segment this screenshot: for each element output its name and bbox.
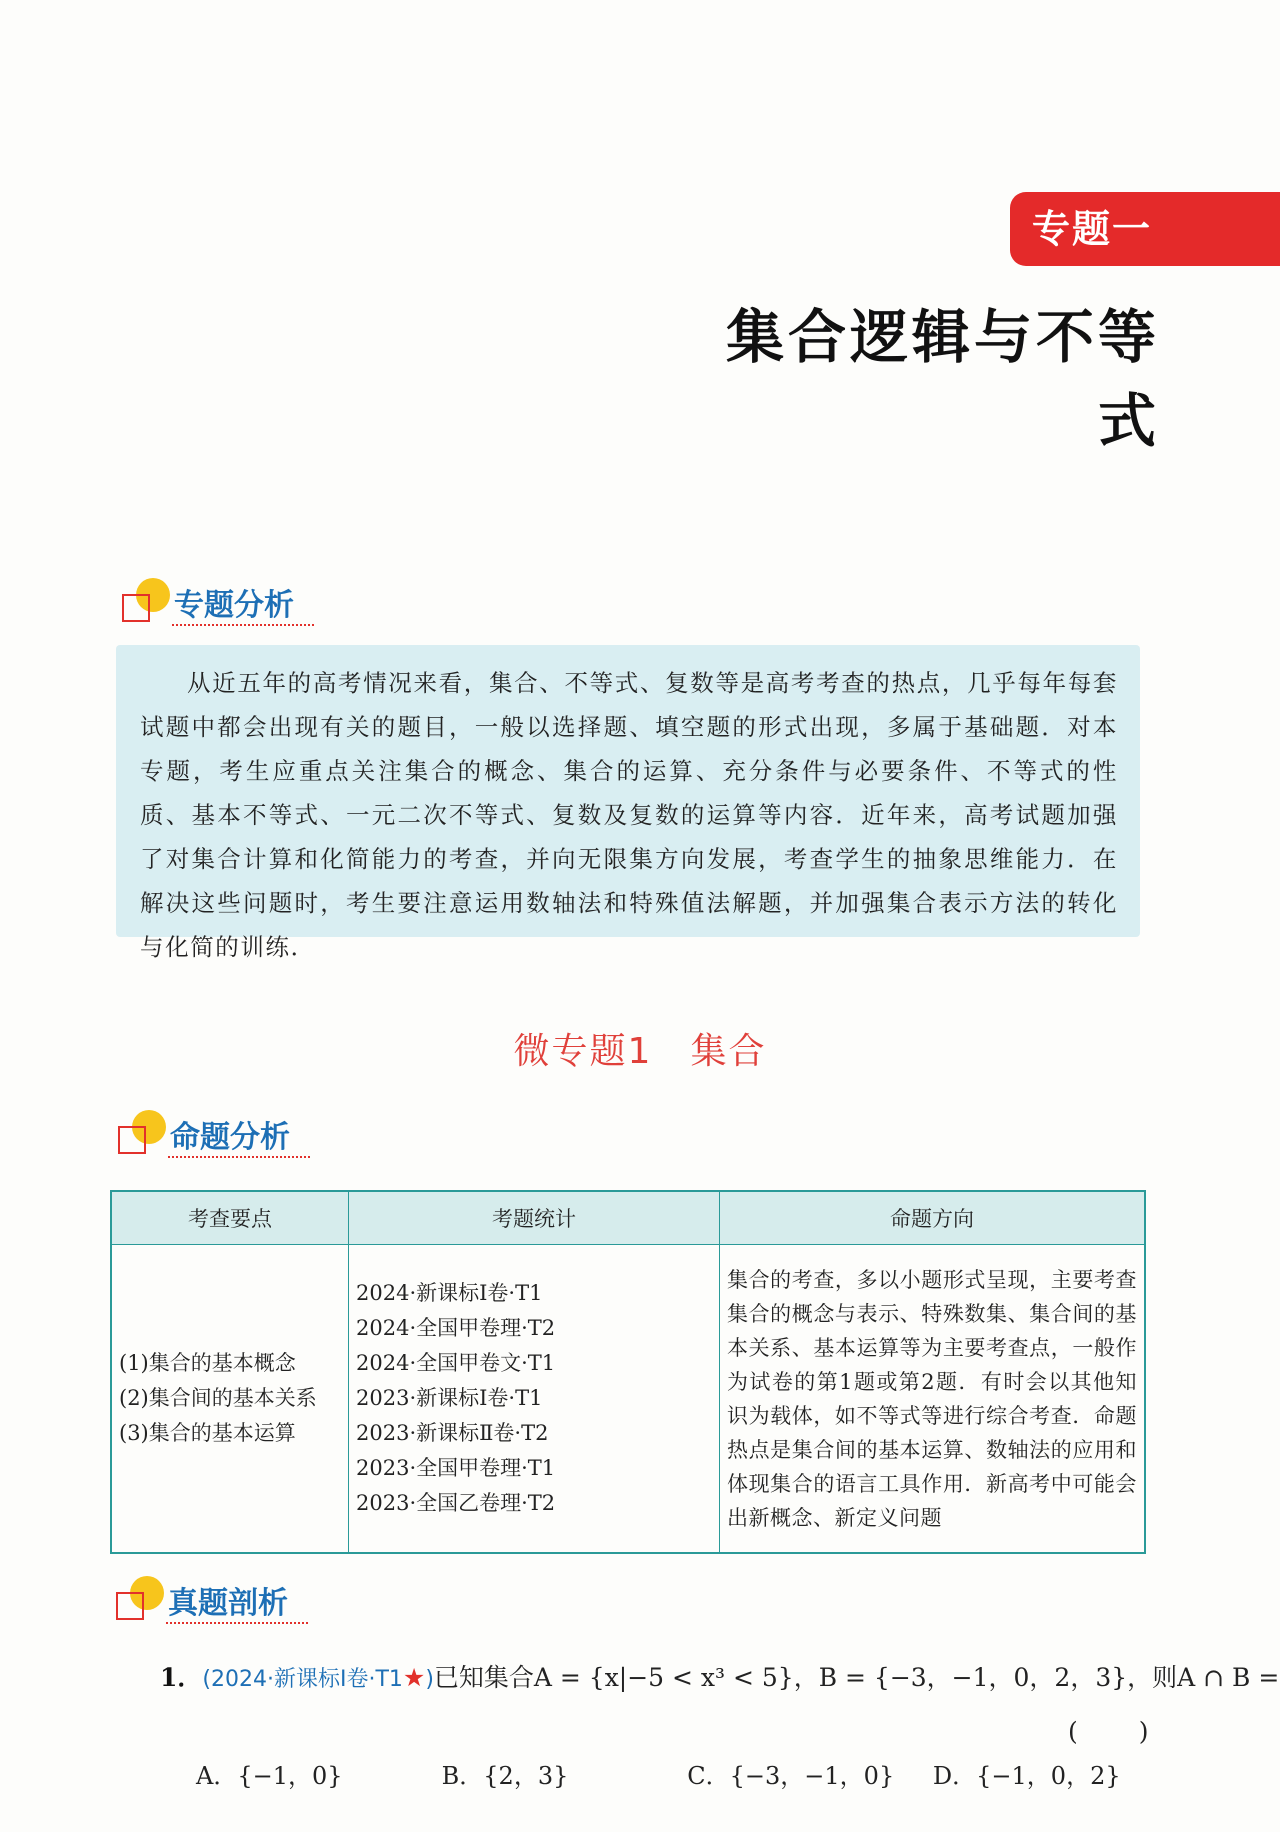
question-source: (2024·新课标Ⅰ卷·T1 xyxy=(202,1667,403,1692)
table-cell-stats xyxy=(349,1245,720,1554)
red-square-icon xyxy=(116,1592,144,1620)
table-cell-points xyxy=(111,1245,349,1554)
direction-text: 集合的考查，多以小题形式呈现，主要考查集合的概念与表示、特殊数集、集合间的基本关系、基本运算等为主要考查点，一般作为试卷的第1题或第2题．有时会以其他知识为载体，如不等式等进行综合考查．命题热点是集合间的基本运算、数轴法的应用和体现集合的语言工具作用．新高考中可能会出新概念、新定义问题 xyxy=(727,1267,1137,1530)
section-heading-label: 专题分析 xyxy=(174,588,294,623)
list-item: (1)集合的基本概念 xyxy=(119,1351,296,1375)
section-heading-label: 真题剖析 xyxy=(168,1586,288,1621)
list-item: (3)集合的基本运算 xyxy=(119,1421,296,1445)
section-heading-proposition xyxy=(118,1110,418,1170)
answer-options xyxy=(196,1756,1171,1791)
section-heading-analysis xyxy=(122,578,422,638)
red-square-icon xyxy=(118,1126,146,1154)
option-a: A．{−1，0} xyxy=(196,1762,343,1790)
table-row xyxy=(111,1245,1145,1554)
dotted-underline xyxy=(172,624,314,626)
list-item: 2024·全国甲卷文·T1 xyxy=(356,1351,556,1375)
list-item: 2023·全国甲卷理·T1 xyxy=(356,1456,556,1480)
proposition-table xyxy=(110,1190,1146,1554)
analysis-box xyxy=(116,645,1140,961)
question-number: 1． xyxy=(160,1663,203,1692)
chapter-title: 集合逻辑与不等式 xyxy=(725,303,1160,455)
section-heading-exam xyxy=(116,1576,416,1636)
section-heading-label: 命题分析 xyxy=(170,1120,290,1155)
table-header: 考题统计 xyxy=(349,1191,720,1245)
dotted-underline xyxy=(166,1622,308,1624)
question-source-close: ) xyxy=(425,1667,434,1692)
option-c: C．{−3，−1，0} xyxy=(687,1762,895,1790)
analysis-text: 从近五年的高考情况来看，集合、不等式、复数等是高考考查的热点，几乎每年每套试题中都会出现有关的题目，一般以选择题、填空题的形式出现，多属于基础题．对本专题，考生应重点关注集合的概念、集合的运算、充分条件与必要条件、不等式的性质、基本不等式、一元二次不等式、复数及复数的运算等内容．近年来，高考试题加强了对集合计算和化简能力的考查，并向无限集方向发展，考查学生的抽象思维能力．在解决这些问题时，考生要注意运用数轴法和特殊值法解题，并加强集合表示方法的转化与化简的训练． xyxy=(140,669,1118,961)
list-item: 2023·新课标Ⅰ卷·T1 xyxy=(356,1386,543,1410)
table-header: 考查要点 xyxy=(111,1191,349,1245)
question-1 xyxy=(160,1658,1280,1694)
micro-topic-title: 微专题1 集合 xyxy=(513,1031,767,1072)
option-d: D．{−1，0，2} xyxy=(932,1762,1121,1790)
table-header-row xyxy=(111,1191,1145,1245)
list-item: (2)集合间的基本关系 xyxy=(119,1386,317,1410)
list-item: 2023·全国乙卷理·T2 xyxy=(356,1491,556,1515)
question-stem: 已知集合A = {x|−5 < x³ < 5}，B = {−3，−1，0，2，3}，则A ∩ B = xyxy=(433,1663,1280,1692)
table-header: 命题方向 xyxy=(720,1191,1146,1245)
table-cell-direction xyxy=(720,1245,1146,1554)
list-item: 2023·新课标Ⅱ卷·T2 xyxy=(356,1421,549,1445)
list-item: 2024·全国甲卷理·T2 xyxy=(356,1316,556,1340)
option-b: B．{2，3} xyxy=(441,1762,569,1790)
dotted-underline xyxy=(168,1156,310,1158)
star-icon: ★ xyxy=(402,1663,426,1692)
red-square-icon xyxy=(122,594,150,622)
answer-parentheses: ( ) xyxy=(1068,1717,1167,1746)
chapter-tab: 专题一 xyxy=(1010,192,1280,266)
list-item: 2024·新课标Ⅰ卷·T1 xyxy=(356,1281,543,1305)
